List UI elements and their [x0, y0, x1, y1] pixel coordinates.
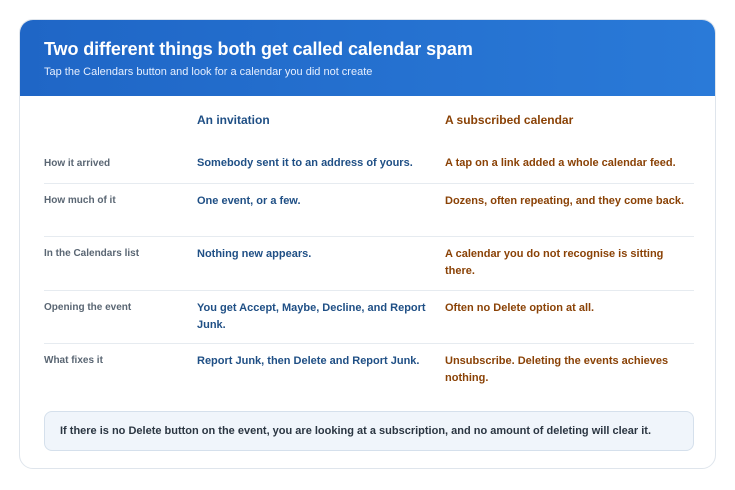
column-header-invitation: An invitation	[197, 113, 270, 127]
invitation-cell: One event, or a few.	[197, 195, 301, 207]
table-row	[44, 290, 694, 344]
table-row	[44, 147, 694, 183]
invitation-cell: You get Accept, Maybe, Decline, and Report Junk.	[197, 302, 426, 331]
invitation-cell: Nothing new appears.	[197, 248, 312, 260]
callout-note	[44, 411, 694, 451]
card-title: Two different things both get called calendar spam	[44, 39, 473, 59]
row-label: In the Calendars list	[44, 248, 140, 259]
subscribed-cell: Often no Delete option at all.	[445, 302, 595, 314]
invitation-cell: Somebody sent it to an address of yours.	[197, 157, 413, 169]
table-row	[44, 236, 694, 291]
card-header	[20, 20, 715, 96]
invitation-cell: Report Junk, then Delete and Report Junk.	[197, 355, 420, 367]
column-header-subscribed: A subscribed calendar	[445, 113, 574, 127]
row-label: Opening the event	[44, 302, 132, 313]
row-label: How it arrived	[44, 158, 111, 169]
callout-text: If there is no Delete button on the event, you are looking at a subscription, and no amount of deleting will clear it.	[60, 425, 652, 437]
row-label: How much of it	[44, 195, 116, 206]
subscribed-cell: A tap on a link added a whole calendar feed.	[445, 157, 676, 169]
card-subtitle: Tap the Calendars button and look for a calendar you did not create	[44, 66, 373, 78]
table-row	[44, 183, 694, 237]
row-label: What fixes it	[44, 355, 103, 366]
comparison-card	[19, 19, 716, 469]
subscribed-cell: Unsubscribe. Deleting the events achieves nothing.	[445, 355, 669, 384]
subscribed-cell: Dozens, often repeating, and they come back.	[445, 195, 684, 207]
subscribed-cell: A calendar you do not recognise is sitting there.	[445, 248, 664, 277]
table-row	[44, 343, 694, 398]
